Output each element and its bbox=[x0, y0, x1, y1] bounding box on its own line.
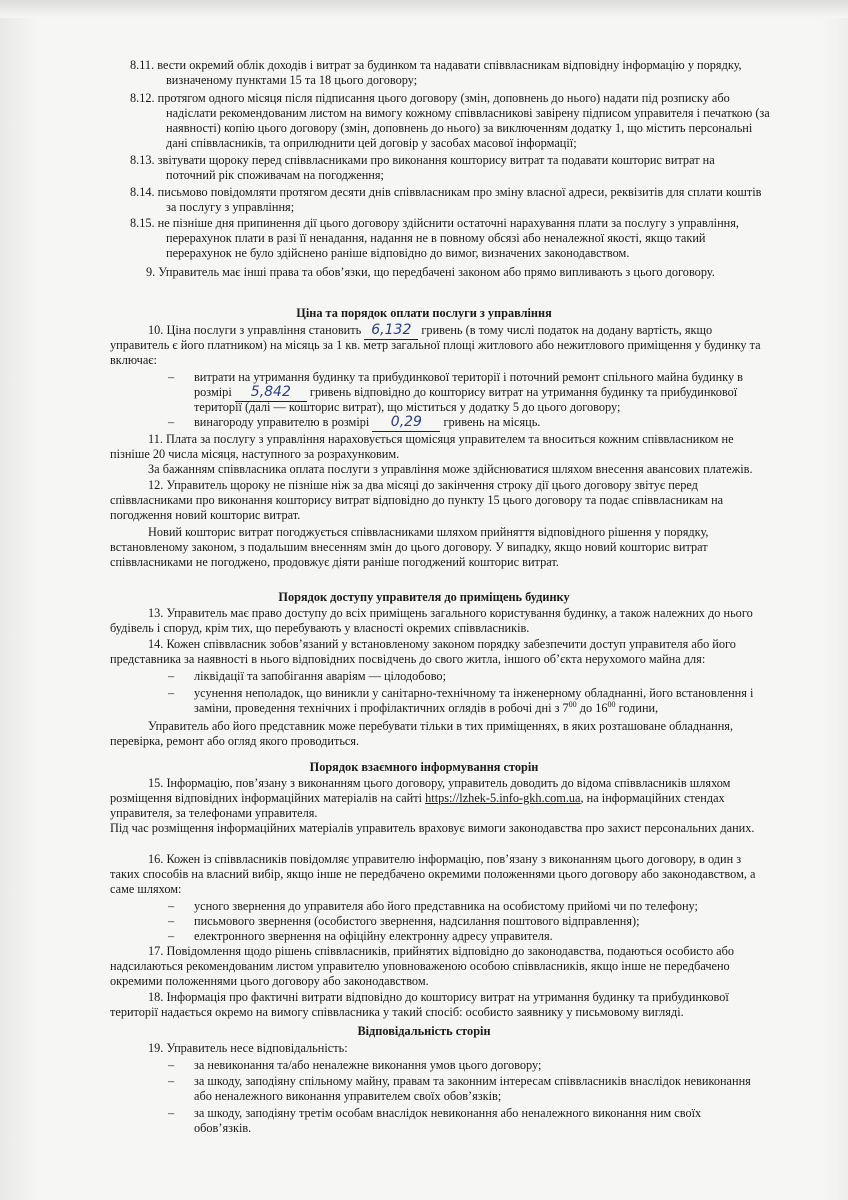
clause-8-12-line1: 8.12. протягом одного місяця після підписання цього договору (змін, доповнень до нього) надати під розписку або bbox=[130, 91, 730, 105]
scan-edge-shadow bbox=[0, 0, 848, 18]
bullet-upkeep-text: розмірі bbox=[194, 385, 232, 399]
clause-8-15-line2: перерахунок плати в разі її ненадання, надання не в повному обсязі або неналежної якості, якщо такий bbox=[166, 231, 706, 245]
clause-15-line2 bbox=[110, 791, 798, 807]
clause-10-line3: включає: bbox=[110, 353, 157, 367]
clause-17-line1: 17. Повідомлення щодо рішень співвласників, прийнятих відповідно до законодавства, подаються особисто або bbox=[148, 944, 735, 958]
bullet-dash: – bbox=[168, 914, 175, 928]
bullet-damage-common-line2: або неналежного виконання управителем своїх обов’язків; bbox=[194, 1089, 502, 1103]
clause-8-11-line1: 8.11. вести окремий облік доходів і витрат за будинком та надавати співвласникам відповідну інформацію у порядку, bbox=[130, 58, 742, 72]
bullet-repairs-text-mid: до 16 bbox=[576, 701, 608, 715]
bullet-oral: усного звернення до управителя або його представника на особистому прийомі чи по телефону; bbox=[194, 899, 698, 913]
bullet-damage-third-line1: за шкоду, заподіяну третім особам внаслідок невиконання або неналежного виконання ним своїх bbox=[194, 1106, 702, 1120]
clause-9: 9. Управитель має інші права та обов’язки, що передбачені законом або прямо випливають з цього договору. bbox=[146, 265, 715, 279]
bullet-dash: – bbox=[168, 899, 175, 913]
time-start-minutes: 00 bbox=[568, 699, 577, 709]
bullet-repairs-text: заміни, проведення технічних і профілактичних оглядів в робочі дні з 7 bbox=[194, 701, 569, 715]
clause-12-line3: погодження новий кошторис витрат. bbox=[110, 508, 301, 522]
site-link[interactable]: https://lzhek-5.info-gkh.com.ua bbox=[425, 791, 581, 805]
bullet-electronic: електронного звернення на офіційну електронну адресу управителя. bbox=[194, 929, 553, 943]
bullet-damage-common-line1: за шкоду, заподіяну спільному майну, правам та законним інтересам співвласників внаслідок невиконання bbox=[194, 1074, 751, 1088]
clause-8-12-line3: наявності) копію цього договору (змін, доповнень до нього) за виключенням додатку 1, що містить персональні bbox=[166, 121, 753, 135]
bullet-emergency: ліквідації та запобігання аваріям — цілодобово; bbox=[194, 669, 446, 683]
clause-19: 19. Управитель несе відповідальність: bbox=[148, 1041, 348, 1055]
time-end-minutes: 00 bbox=[607, 699, 616, 709]
clause-14-line3: Управитель або його представник може перебувати тільки в тих приміщеннях, в яких розташоване обладнання, bbox=[148, 719, 734, 733]
clause-8-12-line4: дані співвласників, та оприлюднити цей договір у засобах масової інформації; bbox=[166, 136, 577, 150]
clause-8-12-line2: надіслати рекомендованим листом на вимогу кожному співвласникові завірену підписом управителя і печаткою (за bbox=[166, 106, 770, 120]
clause-8-15-line1: 8.15. не пізніше дня припинення дії цього договору здійснити остаточні нарахування плати за послугу з управління, bbox=[130, 216, 739, 230]
clause-10-text-cont: гривень (в тому числі податок на додану вартість, якщо bbox=[421, 323, 713, 337]
clause-10-line2: управитель є його платником) на місяць за 1 кв. метр загальної площі житлового або нежитлового приміщення у будинку та bbox=[110, 338, 761, 352]
upkeep-value: 5,842 bbox=[250, 384, 291, 400]
bullet-dash: – bbox=[168, 686, 175, 700]
bullet-dash: – bbox=[168, 1058, 175, 1072]
bullet-written: письмового звернення (особистого звернення, надсилання поштового відправлення); bbox=[194, 914, 640, 928]
clause-8-15-line3: перерахунок не було здійснено раніше відповідно до вимог, визначених законодавством. bbox=[166, 246, 630, 260]
fee-field bbox=[372, 415, 440, 432]
bullet-fee-text: винагороду управителю в розмірі bbox=[194, 415, 370, 429]
clause-11-line2: пізніше 20 числа місяця, наступного за розрахунковим. bbox=[110, 447, 400, 461]
bullet-dash: – bbox=[168, 415, 175, 429]
bullet-dash: – bbox=[168, 669, 175, 683]
clause-14-line4: перевірка, ремонт або огляд якого проводиться. bbox=[110, 734, 360, 748]
bullet-nonperformance: за невиконання та/або неналежне виконання умов цього договору; bbox=[194, 1058, 542, 1072]
clause-15-line1: 15. Інформацію, пов’язану з виконанням цього договору, управитель доводить до відома співвласників шляхом bbox=[148, 776, 731, 790]
clause-18-line1: 18. Інформація про фактичні витрати відповідно до кошторису витрат на утримання будинку та прибудинкової bbox=[148, 990, 729, 1004]
heading-price-and-payment: Ціна та порядок оплати послуги з управління bbox=[296, 306, 552, 320]
heading-access-to-premises: Порядок доступу управителя до приміщень будинку bbox=[278, 590, 570, 604]
clause-15-line3: управителя, за телефонами управителя. bbox=[110, 806, 318, 820]
bullet-dash: – bbox=[168, 1106, 175, 1120]
clause-13-line1: 13. Управитель має право доступу до всіх приміщень загального користування будинку, а також належних до нього bbox=[148, 606, 753, 620]
bullet-dash: – bbox=[168, 1074, 175, 1088]
clause-15-text-cont: , на інформаційних стендах bbox=[580, 791, 725, 805]
clause-8-11-line2: визначеному пунктами 15 та 18 цього договору; bbox=[166, 73, 418, 87]
clause-10-text: 10. Ціна послуги з управління становить bbox=[148, 323, 362, 337]
clause-8-13-line2: поточний рік споживачам на погодження; bbox=[166, 168, 384, 182]
bullet-dash: – bbox=[168, 929, 175, 943]
fee-value: 0,29 bbox=[390, 414, 422, 430]
clause-12-line6: співвласниками не погоджено, продовжує діяти раніше погоджений кошторис витрат. bbox=[110, 555, 559, 569]
clause-12-line5: встановленому законом, з подальшим внесенням змін до цього договору. У випадку, якщо новий кошторис витрат bbox=[110, 540, 708, 554]
clause-8-14-line1: 8.14. письмово повідомляти протягом десяти днів співвласникам про зміну власної адреси, реквізитів для сплати коштів bbox=[130, 185, 762, 199]
heading-liability: Відповідальність сторін bbox=[357, 1024, 491, 1038]
bullet-repairs-line1: усунення неполадок, що виникли у санітарно-технічному та інженерному обладнанні, його встановлення і bbox=[194, 686, 754, 700]
clause-16-line3: саме шляхом: bbox=[110, 882, 182, 896]
clause-16-line1: 16. Кожен із співвласників повідомляє управителю інформацію, пов’язану з виконанням цього договору, в один з bbox=[148, 852, 742, 866]
bullet-fee-text-cont: гривень на місяць. bbox=[443, 415, 541, 429]
clause-13-line2: будівель і споруд, крім тих, що перебувають у власності окремих співвласників. bbox=[110, 621, 530, 635]
clause-15-line4: Під час розміщення інформаційних матеріалів управитель враховує вимоги законодавства про захист персональних даних. bbox=[110, 821, 755, 835]
clause-12-line1: 12. Управитель щороку не пізніше ніж за два місяці до закінчення строку дії цього договору звітує перед bbox=[148, 478, 698, 492]
bullet-damage-third-line2: обов’язків. bbox=[194, 1121, 252, 1135]
clause-16-line2: таких способів на власний вибір, якщо інше не передбачено окремими положеннями цього договору або законодавством, а bbox=[110, 867, 756, 881]
bullet-repairs-line2 bbox=[194, 701, 798, 717]
clause-15-text: розміщення відповідних інформаційних матеріалів на сайті bbox=[110, 791, 423, 805]
clause-18-line2: території надається окремо на вимогу співвласника у такий спосіб: особисто заявнику у письмовому вигляді. bbox=[110, 1005, 684, 1019]
clause-17-line2: надсилаються рекомендованим листом управителю уповноваженою особою співвласників, якщо інше не передбачено bbox=[110, 959, 730, 973]
clause-14-line1: 14. Кожен співвласник зобов’язаний у встановленому законом порядку забезпечити доступ управителя або його bbox=[148, 637, 736, 651]
clause-11-line3: За бажанням співвласника оплата послуги з управління може здійснюватися шляхом внесення авансових платежів. bbox=[148, 462, 753, 476]
clause-11-line1: 11. Плата за послугу з управління нараховується щомісяця управителем та вноситься кожним співвласником не bbox=[148, 432, 734, 446]
bullet-dash: – bbox=[168, 370, 175, 384]
clause-12-line4: Новий кошторис витрат погоджується співвласниками шляхом прийняття відповідного рішення у порядку, bbox=[148, 525, 709, 539]
bullet-upkeep-text-cont: гривень відповідно до кошторису витрат на утримання будинку та прибудинкової bbox=[309, 385, 738, 399]
price-value: 6,132 bbox=[371, 322, 412, 338]
bullet-repairs-text-end: години, bbox=[615, 701, 659, 715]
bullet-fee bbox=[194, 415, 798, 432]
heading-mutual-information: Порядок взаємного інформування сторін bbox=[309, 760, 539, 774]
bullet-upkeep-line1: витрати на утримання будинку та прибудинкової території і поточний ремонт спільного майна будинку в bbox=[194, 370, 743, 384]
clause-8-13-line1: 8.13. звітувати щороку перед співвласниками про виконання кошторису витрат та подавати кошторис витрат на bbox=[130, 153, 715, 167]
clause-8-14-line2: за послугу з управління; bbox=[166, 200, 295, 214]
clause-12-line2: співвласниками про виконання кошторису витрат відповідно до пункту 15 цього договору та подає співвласникам на bbox=[110, 493, 724, 507]
bullet-upkeep-line3: території (далі — кошторис витрат), що міститься у додатку 5 до цього договору; bbox=[194, 400, 621, 414]
clause-14-line2: представника за наявності в нього відповідних посвідчень до свого житла, іншого об’єкта нерухомого майна для: bbox=[110, 652, 706, 666]
clause-17-line3: окремими положеннями цього договору або законодавством. bbox=[110, 974, 429, 988]
